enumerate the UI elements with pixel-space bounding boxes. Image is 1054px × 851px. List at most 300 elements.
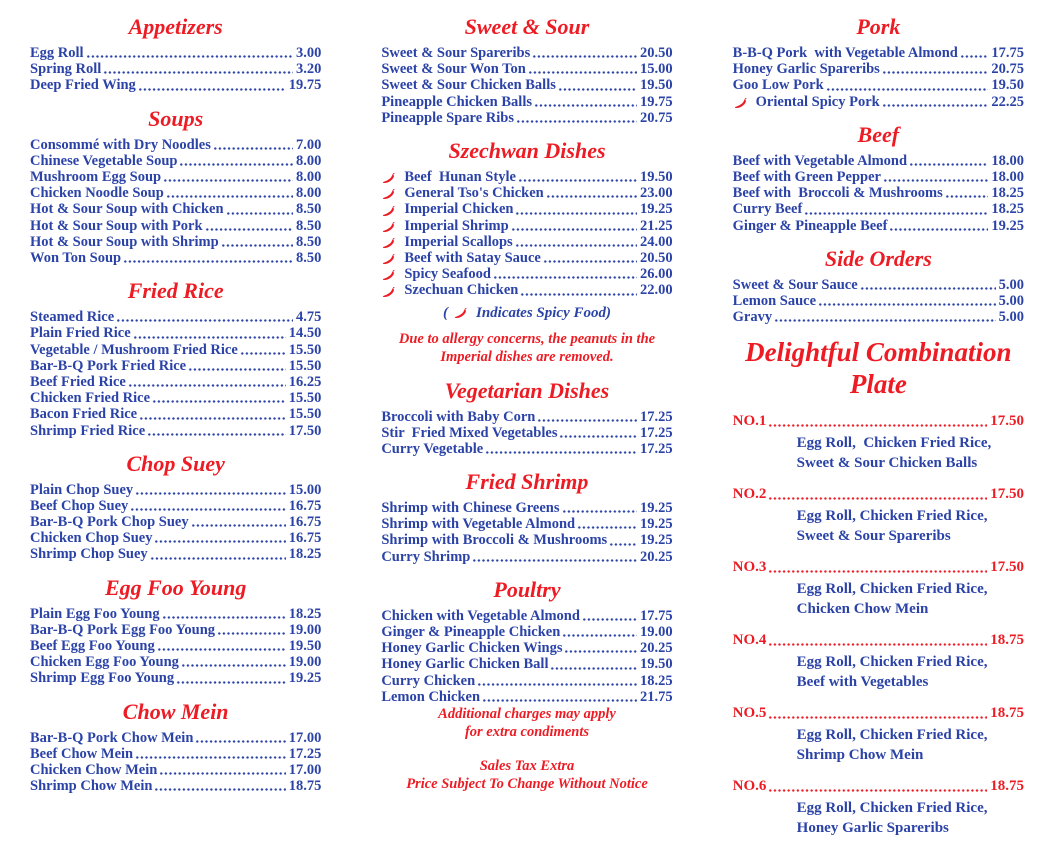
item-price: 7.00	[295, 136, 322, 153]
dotted-leader	[162, 616, 286, 619]
item-price: 17.75	[640, 607, 673, 624]
spicy-pepper-icon	[381, 187, 396, 201]
dotted-leader	[562, 634, 637, 637]
menu-item	[381, 110, 672, 126]
menu-note	[381, 705, 672, 741]
item-name: Ginger & Pineapple Chicken	[381, 624, 561, 641]
item-price: 18.25	[640, 672, 673, 689]
item-name: Pineapple Chicken Balls	[381, 93, 532, 110]
item-name: Imperial Chicken	[404, 201, 514, 218]
menu-item	[733, 293, 1024, 309]
note-line: for extra condiments	[464, 724, 590, 741]
combo-description	[797, 652, 1024, 692]
item-price: 15.00	[288, 481, 322, 498]
combo-label: NO.4	[732, 632, 767, 649]
combo-row	[733, 559, 1024, 576]
dotted-leader	[883, 179, 988, 182]
menu-column	[733, 14, 1024, 851]
menu-section	[733, 14, 1024, 110]
combo-desc-line: Egg Roll, Chicken Fried Rice,	[796, 508, 988, 525]
combo-row	[733, 632, 1024, 649]
item-price: 15.50	[288, 341, 322, 358]
combo-desc-line: Sweet & Sour Spareribs	[796, 528, 951, 545]
item-name: Plain Egg Foo Young	[30, 605, 160, 622]
menu-section	[733, 246, 1024, 326]
section-title: Fried Shrimp	[465, 469, 589, 495]
item-name: Chicken Noodle Soup	[30, 185, 164, 202]
menu-item	[381, 185, 672, 201]
menu-item	[30, 762, 321, 778]
item-price: 19.25	[640, 201, 673, 218]
menu-item	[381, 549, 672, 565]
combo-row	[733, 413, 1024, 430]
menu-item	[30, 169, 321, 185]
dotted-leader	[477, 683, 637, 686]
menu-item	[381, 94, 672, 110]
combo-desc-line: Egg Roll, Chicken Fried Rice,	[796, 435, 992, 452]
item-name: Curry Shrimp	[381, 548, 471, 565]
menu-item	[381, 234, 672, 250]
section-title: Delightful Combination Plate	[745, 337, 1012, 400]
menu-item	[381, 409, 672, 425]
item-name: Honey Garlic Chicken Ball	[381, 656, 549, 673]
item-price: 19.00	[640, 624, 673, 641]
menu-item	[381, 500, 672, 516]
note-line: Additional charges may apply	[438, 706, 616, 723]
section-title: Soups	[148, 105, 204, 131]
dotted-leader	[221, 244, 293, 247]
item-name: Won Ton Soup	[30, 249, 122, 266]
item-name: Chinese Vegetable Soup	[30, 152, 178, 169]
item-price: 5.00	[998, 309, 1024, 326]
spicy-pepper-icon	[733, 96, 748, 110]
item-name: Honey Garlic Chicken Wings	[381, 640, 563, 657]
menu-item	[733, 77, 1024, 93]
dotted-leader	[515, 244, 637, 247]
menu-item	[30, 201, 321, 217]
legend-text: Indicates Spicy Food)	[475, 304, 611, 321]
dotted-leader	[191, 524, 286, 527]
item-price: 17.00	[288, 762, 322, 779]
section-title: Egg Foo Young	[104, 574, 247, 600]
note-line: Due to allergy concerns, the peanuts in the	[398, 330, 656, 347]
dotted-leader	[520, 293, 637, 296]
menu-section	[30, 278, 321, 439]
dotted-leader	[139, 417, 286, 420]
item-name: Chicken Egg Foo Young	[30, 654, 179, 671]
item-price: 19.25	[640, 516, 673, 533]
dotted-leader	[195, 740, 285, 743]
item-price: 26.00	[640, 266, 673, 283]
item-price: 18.25	[288, 605, 322, 622]
spicy-pepper-icon	[381, 220, 396, 234]
combo-description	[797, 798, 1024, 838]
item-name: Pineapple Spare Ribs	[381, 109, 515, 126]
item-name: Oriental Spicy Pork	[755, 93, 880, 110]
item-name: Goo Low Pork	[732, 77, 824, 94]
item-name: Sweet & Sour Spareribs	[381, 44, 531, 61]
dotted-leader	[135, 756, 286, 759]
menu-item	[30, 530, 321, 546]
spicy-pepper-icon	[381, 236, 396, 250]
item-name: Gravy	[732, 309, 773, 326]
legend-prefix: (	[442, 304, 448, 321]
item-name: Steamed Rice	[30, 309, 115, 326]
item-name: Beef Chop Suey	[30, 497, 129, 514]
menu-item	[381, 250, 672, 266]
item-name: Chicken Fried Rice	[30, 390, 151, 407]
item-name: Plain Fried Rice	[30, 325, 131, 342]
spicy-pepper-icon	[381, 204, 396, 218]
item-name: Imperial Scallops	[404, 233, 513, 250]
item-price: 17.25	[640, 424, 673, 441]
dotted-leader	[154, 540, 285, 543]
combo-item	[733, 486, 1024, 546]
combo-desc-line: Sweet & Sour Chicken Balls	[796, 455, 978, 472]
spicy-pepper-icon	[381, 268, 396, 282]
dotted-leader	[516, 120, 637, 123]
section-title: Pork	[856, 14, 901, 39]
menu-section	[30, 451, 321, 563]
dotted-leader	[116, 319, 293, 322]
dotted-leader	[543, 260, 637, 263]
menu-item	[30, 250, 321, 266]
item-price: 18.25	[991, 201, 1024, 218]
item-price: 19.75	[640, 93, 673, 110]
item-price: 5.00	[998, 292, 1024, 309]
menu-item	[733, 185, 1024, 201]
item-price: 19.75	[288, 77, 322, 94]
dotted-leader	[138, 88, 286, 91]
combo-description	[797, 579, 1024, 619]
dotted-leader	[86, 55, 293, 58]
menu-item	[733, 169, 1024, 185]
combo-desc-line: Egg Roll, Chicken Fried Rice,	[796, 800, 988, 817]
menu-section	[381, 138, 672, 366]
item-price: 19.25	[640, 532, 673, 549]
combo-description	[797, 433, 1024, 473]
item-price: 20.50	[640, 249, 673, 266]
menu-item	[30, 374, 321, 390]
item-price: 18.00	[991, 168, 1024, 185]
menu-item	[30, 234, 321, 250]
combo-label: NO.1	[732, 413, 767, 430]
item-price: 17.75	[991, 44, 1024, 61]
combo-description	[797, 725, 1024, 765]
item-price: 20.25	[640, 640, 673, 657]
dotted-leader	[564, 650, 637, 653]
combo-price: 17.50	[990, 559, 1024, 576]
item-price: 16.75	[288, 514, 322, 531]
dotted-leader	[558, 88, 637, 91]
dotted-leader	[493, 276, 637, 279]
dotted-leader	[768, 570, 987, 573]
item-name: Plain Chop Suey	[30, 481, 134, 498]
dotted-leader	[472, 559, 637, 562]
combo-desc-line: Beef with Vegetables	[796, 674, 929, 691]
item-price: 4.75	[295, 309, 322, 326]
dotted-leader	[768, 424, 987, 427]
dotted-leader	[582, 618, 637, 621]
dotted-leader	[226, 212, 293, 215]
dotted-leader	[133, 336, 286, 339]
combo-price: 18.75	[990, 705, 1024, 722]
menu-item	[30, 218, 321, 234]
menu-column	[30, 14, 321, 851]
section-title: Poultry	[493, 576, 561, 602]
menu-section	[381, 378, 672, 458]
item-name: Vegetable / Mushroom Fried Rice	[30, 341, 238, 358]
spicy-legend	[381, 305, 672, 322]
item-name: Bar-B-Q Pork Egg Foo Young	[30, 621, 216, 638]
menu-item	[381, 169, 672, 185]
dotted-leader	[534, 104, 637, 107]
menu-item	[30, 61, 321, 77]
item-name: Szechuan Chicken	[404, 282, 519, 299]
dotted-leader	[537, 419, 637, 422]
menu-item	[381, 425, 672, 441]
menu-item	[733, 218, 1024, 234]
item-price: 8.00	[295, 152, 322, 169]
item-name: Consommé with Dry Noodles	[30, 136, 211, 153]
item-name: Mushroom Egg Soup	[30, 168, 162, 185]
combo-label: NO.6	[732, 778, 767, 795]
item-name: Bar-B-Q Pork Chop Suey	[30, 514, 189, 531]
dotted-leader	[528, 71, 637, 74]
menu-column	[381, 14, 672, 851]
item-price: 19.25	[640, 500, 673, 517]
item-name: Curry Chicken	[381, 672, 476, 689]
item-name: Shrimp with Broccoli & Mushrooms	[381, 532, 608, 549]
menu-item	[381, 266, 672, 282]
dotted-leader	[562, 510, 638, 513]
dotted-leader	[154, 788, 285, 791]
item-price: 16.75	[288, 530, 322, 547]
item-name: Bacon Fried Rice	[30, 406, 138, 423]
menu-section	[30, 14, 321, 94]
dotted-leader	[135, 492, 286, 495]
dotted-leader	[860, 287, 996, 290]
menu-item	[30, 778, 321, 794]
dotted-leader	[157, 648, 286, 651]
combo-label: NO.2	[732, 486, 767, 503]
item-name: Bar-B-Q Pork Fried Rice	[30, 357, 187, 374]
item-name: Imperial Shrimp	[404, 217, 509, 234]
item-price: 19.25	[991, 217, 1024, 234]
item-name: Beef Hunan Style	[404, 168, 516, 185]
menu-item	[30, 137, 321, 153]
menu-section	[381, 14, 672, 126]
combo-item	[733, 632, 1024, 692]
item-price: 17.25	[640, 408, 673, 425]
menu-section	[381, 469, 672, 565]
item-price: 18.25	[991, 185, 1024, 202]
dotted-leader	[205, 228, 293, 231]
menu-item	[30, 514, 321, 530]
combo-label: NO.5	[732, 705, 767, 722]
dotted-leader	[546, 195, 637, 198]
menu-item	[30, 153, 321, 169]
item-name: Shrimp with Vegetable Almond	[381, 516, 576, 533]
combo-desc-line: Honey Garlic Spareribs	[796, 820, 949, 837]
dotted-leader	[768, 716, 987, 719]
dotted-leader	[559, 435, 637, 438]
dotted-leader	[768, 789, 987, 792]
menu-item	[381, 77, 672, 93]
item-price: 5.00	[998, 276, 1024, 293]
item-price: 8.50	[295, 233, 322, 250]
combo-item	[733, 413, 1024, 473]
item-name: Beef with Broccoli & Mushrooms	[732, 185, 943, 202]
note-line: Imperial dishes are removed.	[440, 348, 614, 365]
item-name: Chicken Chop Suey	[30, 530, 153, 547]
item-price: 17.25	[288, 745, 322, 762]
menu-item	[30, 606, 321, 622]
item-price: 20.50	[640, 44, 673, 61]
section-title: Beef	[857, 121, 900, 147]
menu-item	[381, 45, 672, 61]
combo-desc-line: Shrimp Chow Mein	[796, 747, 924, 764]
dotted-leader	[240, 352, 286, 355]
item-name: Broccoli with Baby Corn	[381, 408, 536, 425]
menu-item	[30, 498, 321, 514]
dotted-leader	[550, 667, 637, 670]
item-name: Chicken with Vegetable Almond	[381, 607, 580, 624]
menu-section	[733, 122, 1024, 234]
item-name: Shrimp Egg Foo Young	[30, 670, 175, 687]
item-name: B-B-Q Pork with Vegetable Almond	[732, 44, 958, 61]
menu-item	[30, 45, 321, 61]
menu-item	[381, 201, 672, 217]
dotted-leader	[945, 195, 989, 198]
section-title: Szechwan Dishes	[448, 137, 606, 163]
menu-item	[381, 441, 672, 457]
item-name: Beef with Satay Sauce	[404, 249, 541, 266]
section-title: Chop Suey	[126, 450, 225, 476]
item-name: Spicy Seafood	[404, 266, 491, 283]
combo-row	[733, 778, 1024, 795]
menu-item	[30, 342, 321, 358]
menu-item	[30, 654, 321, 670]
section-title: Fried Rice	[127, 278, 224, 304]
menu-item	[381, 624, 672, 640]
menu-item	[733, 94, 1024, 110]
item-name: Honey Garlic Spareribs	[732, 61, 880, 78]
combo-price: 18.75	[990, 632, 1024, 649]
item-price: 24.00	[640, 233, 673, 250]
item-name: Egg Roll	[30, 44, 84, 61]
menu-item	[381, 282, 672, 298]
menu-section	[30, 575, 321, 687]
item-price: 19.50	[640, 168, 673, 185]
spicy-pepper-icon	[453, 306, 468, 320]
dotted-leader	[128, 384, 286, 387]
item-name: Spring Roll	[30, 61, 102, 78]
item-price: 23.00	[640, 185, 673, 202]
menu-item	[30, 77, 321, 93]
item-price: 21.75	[640, 688, 673, 705]
item-price: 22.25	[991, 93, 1024, 110]
combo-item	[733, 778, 1024, 838]
item-price: 8.00	[295, 168, 322, 185]
dotted-leader	[515, 212, 637, 215]
item-name: General Tso's Chicken	[404, 185, 544, 202]
menu-section	[30, 699, 321, 795]
menu-item	[381, 640, 672, 656]
dotted-leader	[103, 71, 293, 74]
menu-item	[30, 358, 321, 374]
menu-item	[30, 390, 321, 406]
menu-item	[30, 185, 321, 201]
item-price: 20.75	[640, 109, 673, 126]
menu-item	[733, 309, 1024, 325]
item-price: 21.25	[640, 217, 673, 234]
dotted-leader	[909, 163, 988, 166]
dotted-leader	[159, 772, 285, 775]
item-name: Hot & Sour Soup with Pork	[30, 217, 203, 234]
dotted-leader	[147, 433, 286, 436]
dotted-leader	[188, 368, 286, 371]
menu-item	[30, 325, 321, 341]
dotted-leader	[768, 497, 987, 500]
combination-list	[733, 413, 1024, 838]
menu-item	[381, 532, 672, 548]
dotted-leader	[179, 163, 293, 166]
item-price: 17.25	[640, 440, 673, 457]
combo-desc-line: Chicken Chow Mein	[796, 601, 929, 618]
item-name: Ginger & Pineapple Beef	[732, 217, 888, 234]
dotted-leader	[482, 699, 637, 702]
menu-item	[733, 153, 1024, 169]
menu-item	[381, 673, 672, 689]
dotted-leader	[123, 260, 293, 263]
item-name: Beef Chow Mein	[30, 745, 134, 762]
item-name: Hot & Sour Soup with Shrimp	[30, 233, 219, 250]
menu-item	[381, 516, 672, 532]
combo-price: 17.50	[990, 413, 1024, 430]
menu-item	[30, 670, 321, 686]
combo-item	[733, 705, 1024, 765]
item-price: 3.00	[295, 44, 322, 61]
menu-item	[733, 201, 1024, 217]
item-name: Chicken Chow Mein	[30, 762, 158, 779]
dotted-leader	[882, 71, 989, 74]
section-title: Vegetarian Dishes	[444, 377, 610, 403]
menu-item	[30, 406, 321, 422]
dotted-leader	[485, 451, 637, 454]
item-price: 8.50	[295, 249, 322, 266]
dotted-leader	[768, 643, 987, 646]
dotted-leader	[130, 508, 285, 511]
combo-price: 17.50	[990, 486, 1024, 503]
menu-item	[733, 45, 1024, 61]
menu-item	[381, 61, 672, 77]
combo-desc-line: Egg Roll, Chicken Fried Rice,	[796, 727, 988, 744]
dotted-leader	[774, 319, 995, 322]
item-price: 19.50	[640, 656, 673, 673]
item-price: 15.50	[288, 357, 322, 374]
item-name: Bar-B-Q Pork Chow Mein	[30, 729, 194, 746]
item-name: Shrimp with Chinese Greens	[381, 500, 560, 517]
item-price: 15.50	[288, 390, 322, 407]
item-price: 19.50	[991, 77, 1024, 94]
menu-item	[30, 730, 321, 746]
item-name: Shrimp Chop Suey	[30, 546, 148, 563]
item-name: Sweet & Sour Chicken Balls	[381, 77, 556, 94]
item-price: 18.25	[288, 546, 322, 563]
item-name: Curry Beef	[732, 201, 803, 218]
item-price: 15.00	[640, 61, 673, 78]
